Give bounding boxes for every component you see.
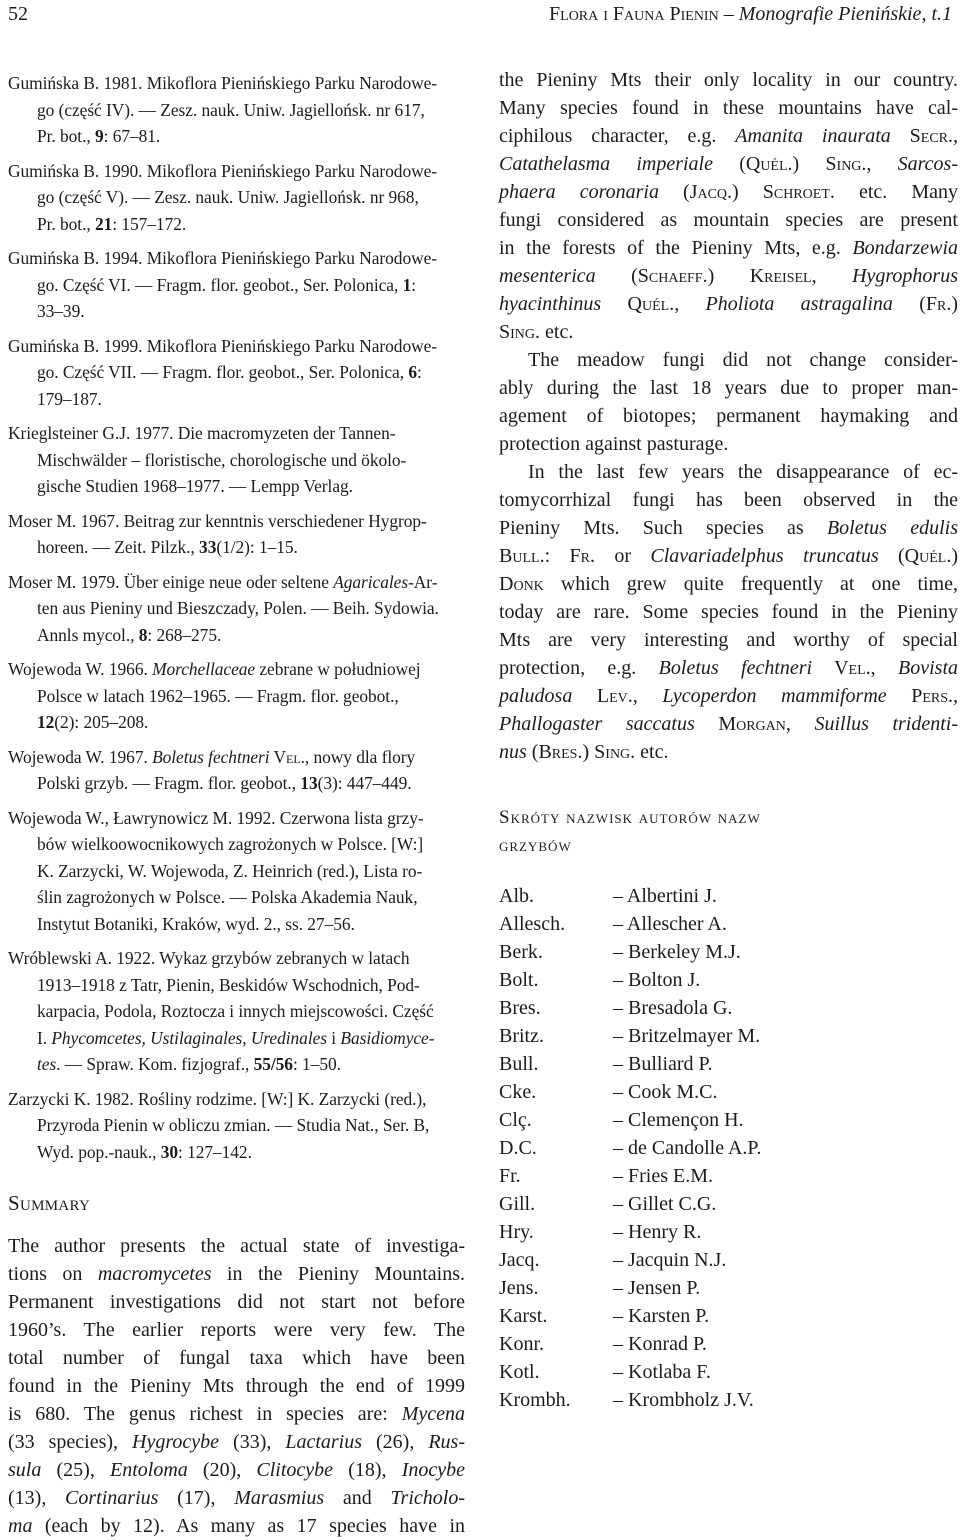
reference-entry: Gumińska B. 1999. Mikoflora Pienińskiego Parku Narodowe- go. Część VII. — Fragm. flor. geobot., Ser. Polonica, 6: 179–187. (8, 335, 438, 409)
author-name: – Bulliard P. (613, 1053, 713, 1075)
reference-entry: Gumińska B. 1990. Mikoflora Pienińskiego Parku Narodowe- go (część V). — Zesz. nauk. Uniw. Jagiellońsk. nr 968, Pr. bot., 21: 157–172. (8, 160, 438, 234)
author-abbreviation: Karst. (499, 1305, 548, 1327)
author-name: – Bolton J. (613, 969, 701, 991)
author-name: – Jacquin N.J. (613, 1249, 727, 1271)
author-abbreviation: Jens. (499, 1277, 539, 1299)
abbreviations-heading: Skróty nazwisk autorów nazw grzybów (499, 807, 761, 856)
abbreviation-row (499, 1078, 761, 1106)
author-name: – Jensen P. (613, 1277, 701, 1299)
abbreviation-row (499, 1190, 761, 1218)
page-number: 52 (8, 3, 28, 25)
author-name: – Gillet C.G. (613, 1193, 717, 1215)
author-abbreviation: Jacq. (499, 1249, 540, 1271)
left-column (8, 70, 465, 1540)
author-name: – Berkeley M.J. (613, 941, 741, 963)
reference-entry: Wojewoda W. 1966. Morchellaceae zebrane w południowej Polsce w latach 1962–1965. — Fragm. flor. geobot., 12(2): 205–208. (8, 659, 421, 732)
author-name: – Bresadola G. (613, 997, 733, 1019)
summary-heading: Summary (8, 1191, 91, 1215)
reference-entry: Gumińska B. 1981. Mikoflora Pienińskiego Parku Narodowe- go (część IV). — Zesz. nauk. Uniw. Jagiellońsk. nr 617, Pr. bot., 9: 67–81. (8, 73, 438, 146)
author-abbreviation: Gill. (499, 1193, 536, 1215)
author-abbreviation: Cke. (499, 1081, 537, 1103)
author-name: – Allescher A. (613, 913, 727, 935)
abbreviation-row (499, 1162, 761, 1190)
reference-entry: Moser M. 1979. Über einige neue oder seltene Agaricales-Ar- ten aus Pieniny und Bieszczady, Polen. — Beih. Sydowia. Annls mycol., 8: 268–275. (8, 571, 439, 645)
author-abbreviation: Allesch. (499, 913, 566, 935)
reference-entry: Wojewoda W. 1967. Boletus fechtneri Vel., nowy dla flory Polski grzyb. — Fragm. flor. geobot., 13(3): 447–449. (8, 746, 416, 793)
abbreviation-row (499, 1246, 761, 1274)
author-abbreviation: Bull. (499, 1053, 539, 1075)
author-abbreviation: Krombh. (499, 1389, 571, 1411)
author-abbreviation: D.C. (499, 1137, 537, 1159)
reference-entry: Krieglsteiner G.J. 1977. Die macromyzeten der Tannen- Mischwälder – floristische, chorologische und ökolo- gische Studien 1968–1977. — Lempp Verlag. (8, 423, 407, 496)
author-name: – de Candolle A.P. (613, 1137, 762, 1159)
reference-entry: Wojewoda W., Ławrynowicz M. 1992. Czerwona lista grzy- bów wielkoowocnikowych zagrożonych w Polsce. [W:] K. Zarzycki, W. Wojewoda, Z. Heinrich (red.), Lista ro- ślin zagrożonych w Polsce. — Polska Akademia Nauk, Instytut Botaniki, Kraków, wyd. 2., ss. 27–56. (8, 807, 424, 934)
reference-entry: Moser M. 1967. Beitrag zur kenntnis verschiedener Hygrop- horeen. — Zeit. Pilzk., 33(1/2): 1–15. (8, 510, 427, 557)
author-abbreviation: Clç. (499, 1109, 532, 1131)
author-name: – Fries E.M. (613, 1165, 713, 1187)
abbreviation-row (499, 1302, 761, 1330)
page-header (8, 3, 952, 33)
author-abbreviation: Bres. (499, 997, 541, 1019)
abbreviations-table (499, 882, 761, 1414)
author-name: – Britzelmayer M. (613, 1025, 761, 1047)
author-abbreviation: Alb. (499, 885, 534, 907)
author-abbreviation: Fr. (499, 1165, 521, 1187)
author-name: – Karsten P. (613, 1305, 710, 1327)
author-name: – Clemençon H. (613, 1109, 744, 1131)
author-abbreviation: Bolt. (499, 969, 539, 991)
author-name: – Albertini J. (613, 885, 717, 907)
abbreviation-row (499, 910, 761, 938)
reference-entry: Gumińska B. 1994. Mikoflora Pienińskiego Parku Narodowe- go. Część VI. — Fragm. flor. geobot., Ser. Polonica, 1: 33–39. (8, 248, 438, 321)
author-name: – Henry R. (613, 1221, 702, 1243)
abbreviation-row (499, 994, 761, 1022)
author-abbreviation: Hry. (499, 1221, 534, 1243)
abbreviation-row (499, 1022, 761, 1050)
abbreviation-row (499, 1386, 761, 1414)
author-name: – Konrad P. (613, 1333, 707, 1355)
running-title: Flora i Fauna Pienin – Monografie Pienińskie, t.1 (549, 3, 952, 25)
abbreviation-row (499, 1330, 761, 1358)
abbreviation-row (499, 938, 761, 966)
abbreviation-row (499, 1106, 761, 1134)
author-abbreviation: Berk. (499, 941, 543, 963)
abbreviation-row (499, 1358, 761, 1386)
abbreviation-row (499, 1218, 761, 1246)
abbreviation-row (499, 1134, 761, 1162)
author-abbreviation: Britz. (499, 1025, 544, 1047)
author-name: – Krombholz J.V. (613, 1389, 754, 1411)
abbreviation-row (499, 882, 761, 910)
abbreviation-row (499, 1274, 761, 1302)
abbreviation-row (499, 1050, 761, 1078)
right-column (499, 66, 958, 1414)
author-name: – Kotlaba F. (613, 1361, 711, 1383)
summary-continuation: the Pieniny Mts their only locality in our country. Many species found in these mountains have cal- ciphilous character, e.g. Amanita inaurata Secr., Catathelasma imperiale (Quél.) Sing., Sarcos- phaera coronaria (Jacq.) Schroet. etc. Many fungi considered as mountain species are present in the forests of the Pieniny Mts, e.g. Bondarzewia mesenterica (Schaeff.) Kreisel, Hygrophorus hyacinthinus Quél., Pholiota astragalina (Fr.) Sing. etc. The meadow fungi did not change consider- ably during the last 18 years due to proper man- agement of biotopes; permanent haymaking and protection against pasturage. In the last few years the disappearance of ec- tomycorrhizal fungi has been observed in the Pieniny Mts. Such species as Boletus edulis Bull.: Fr. or Clavariadelphus truncatus (Quél.) Donk which grew quite frequently at one time, today are rare. Some species found in the Pieniny Mts are very interesting and worthy of special protection, e.g. Boletus fechtneri Vel., Bovista paludosa Lev., Lycoperdon mammiforme Pers., Phallogaster saccatus Morgan, Suillus tridenti- nus (Bres.) Sing. etc. (499, 69, 959, 763)
summary-paragraph: The author presents the actual state of investiga- tions on macromycetes in the Pieniny Mountains. Permanent investigations did not start not before 1960’s. The earlier reports were very few. The total number of fungal taxa which have been found in the Pieniny Mts through the end of 1999 is 680. The genus richest in species are: Mycena (33 species), Hygrocybe (33), Lactarius (26), Rus- sula (25), Entoloma (20), Clitocybe (18), Inocybe (13), Cortinarius (17), Marasmius and Tricholo- ma (each by 12). As many as 17 species have in (8, 1235, 465, 1537)
reference-entry: Wróblewski A. 1922. Wykaz grzybów zebranych w latach 1913–1918 z Tatr, Pienin, Beskidów Wschodnich, Pod- karpacia, Podola, Roztocza i innych miejscowości. Część I. Phycomcetes, Ustilaginales, Uredinales i Basidiomyce- tes. — Spraw. Kom. fizjograf., 55/56: 1–50. (8, 948, 435, 1074)
reference-entry: Zarzycki K. 1982. Rośliny rodzime. [W:] K. Zarzycki (red.), Przyroda Pienin w obliczu zmian. — Studia Nat., Ser. B, Wyd. pop.-nauk., 30: 127–142. (8, 1088, 430, 1162)
author-abbreviation: Kotl. (499, 1361, 540, 1383)
abbreviation-row (499, 966, 761, 994)
author-name: – Cook M.C. (613, 1081, 718, 1103)
author-abbreviation: Konr. (499, 1333, 544, 1355)
